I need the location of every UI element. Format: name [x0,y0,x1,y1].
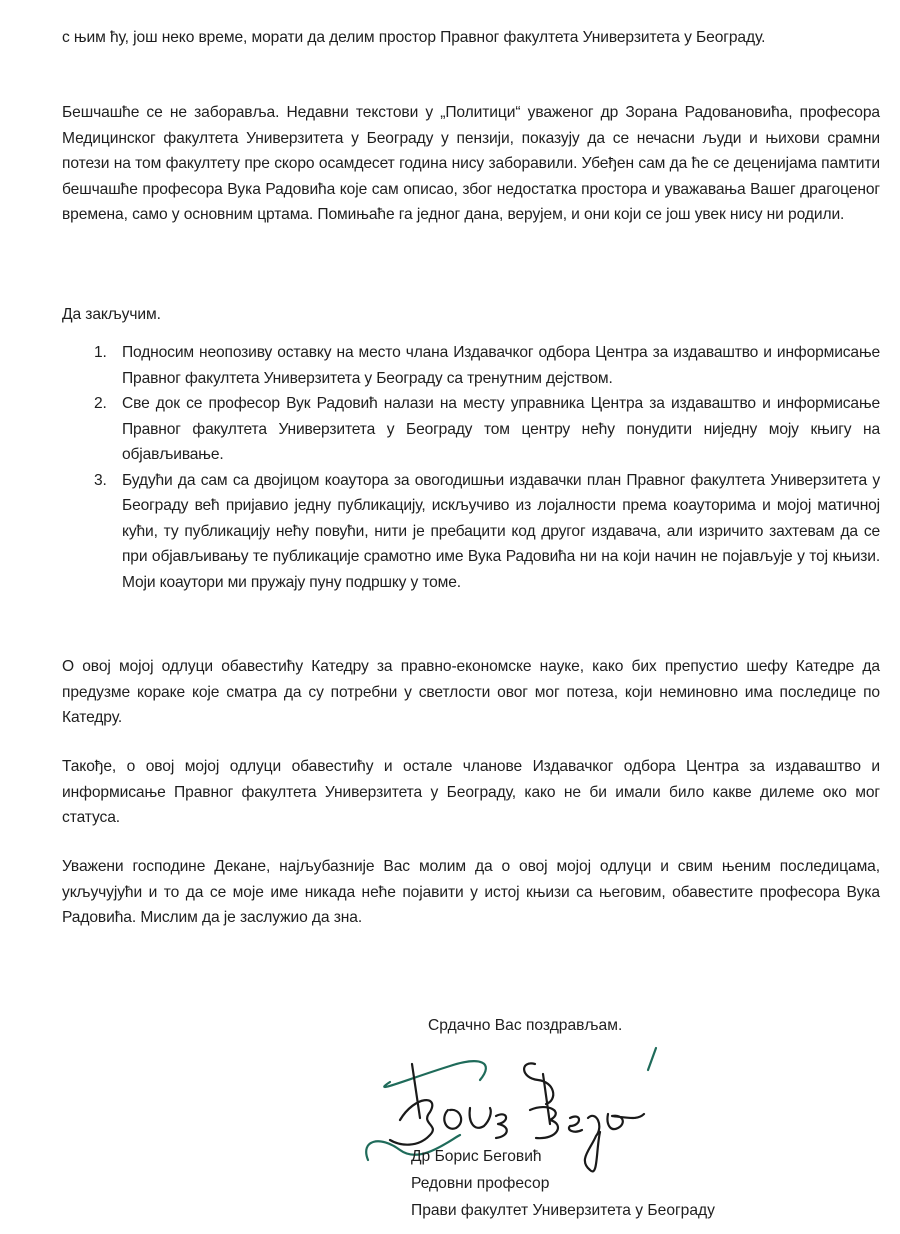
signature-stroke [444,1110,461,1129]
paragraph-dishonor: Бешчашће се не заборавља. Недавни текстови у „Политици“ уваженог др Зорана Радовановића, професора Медицинског факултета Универзитета у Београду у пензији, показују да се нечасни људи и њихови срамни потези на том факултету пре скоро осамдесет година нису заборавили. Убеђен сам да ће се деценијама памтити бешчашће професора Вука Радовића које сам описао, због недостатка простора и уважавања Вашег драгоценог времена, само у основним цртама. Помињаће га једног дана, верујем, и они који се још увек нису ни родили. [62,104,880,223]
list-item [62,468,880,596]
list-number: 2. [94,395,107,412]
list-item [62,391,880,468]
signature-stroke [607,1114,644,1129]
greeting: Срдачно Вас поздрављам. [428,1017,623,1034]
paragraph-board-notice: Такође, о овој мојој одлуци обавестићу и остале чланове Издавачког одбора Центра за издаваштво и информисање Правног факултета Универзитета у Београду, како не би имали било какве дилеме око мог статуса. [62,758,880,826]
signatory-institution: Прави факултет Универзитета у Београду [411,1202,715,1219]
list-text: Будући да сам са двојицом коаутора за овогодишњи издавачки план Правног факултета Универзитета у Београду већ пријавио једну публикацију, искључиво из лојалности према коауторима и мојој матичној кући, ту публикацију нећу повући, нити је пребацити код другог издавача, али изричито захтевам да се при објављивању те публикације срамотно име Вука Радовића ни на који начин не појављује у тој књизи. Моји коаутори ми пружају пуну подршку у томе. [122,471,880,591]
signatory-name: Др Борис Беговић [411,1148,542,1165]
list-number: 3. [94,471,107,489]
signature-stroke [648,1048,656,1070]
paragraph-conclusion-intro: Да закључим. [62,306,161,323]
list-number: 1. [94,344,107,361]
list-item [62,340,880,391]
signature-stroke [530,1107,558,1138]
signature-stroke [496,1114,507,1138]
signature-stroke [470,1108,491,1128]
signature-stroke [543,1074,550,1124]
paragraph-department-notice: О овој мојој одлуци обавестићу Катедру за правно-економске науке, како бих препустио шефу Катедре да предузме кораке које сматра да су потребни у светлости овог мог потеза, који неминовно има последице по Катедру. [62,658,880,726]
paragraph-continuation: с њим ћу, још неко време, морати да делим простор Правног факултета Универзитета у Београду. [62,29,766,46]
signature-stroke [412,1064,420,1118]
signature-block [411,1143,715,1224]
signature-stroke [390,1100,433,1145]
signature-stroke [524,1063,553,1104]
list-text: Подносим неопозиву оставку на место члана Издавачког одбора Центра за издаваштво и информисање Правног факултета Универзитета у Београду са тренутним дејством. [122,344,880,387]
list-text: Све док се професор Вук Радовић налази на месту управника Центра за издаваштво и информисање Правног факултета Универзитета у Београду том центру нећу понудити ниједну моју књигу на објављивање. [122,395,880,463]
signatory-title: Редовни професор [411,1175,550,1192]
paragraph-dean-request: Уважени господине Декане, најљубазније Вас молим да о овој мојој одлуци и свим њеним последицама, укључујући и то да се моје име никада неће појавити у истој књизи са његовим, обавестите професора Вука Радовића. Мислим да је заслужио да зна. [62,858,880,926]
signature-stroke [569,1117,582,1132]
decision-list [62,340,880,595]
signature-stroke [384,1061,486,1087]
